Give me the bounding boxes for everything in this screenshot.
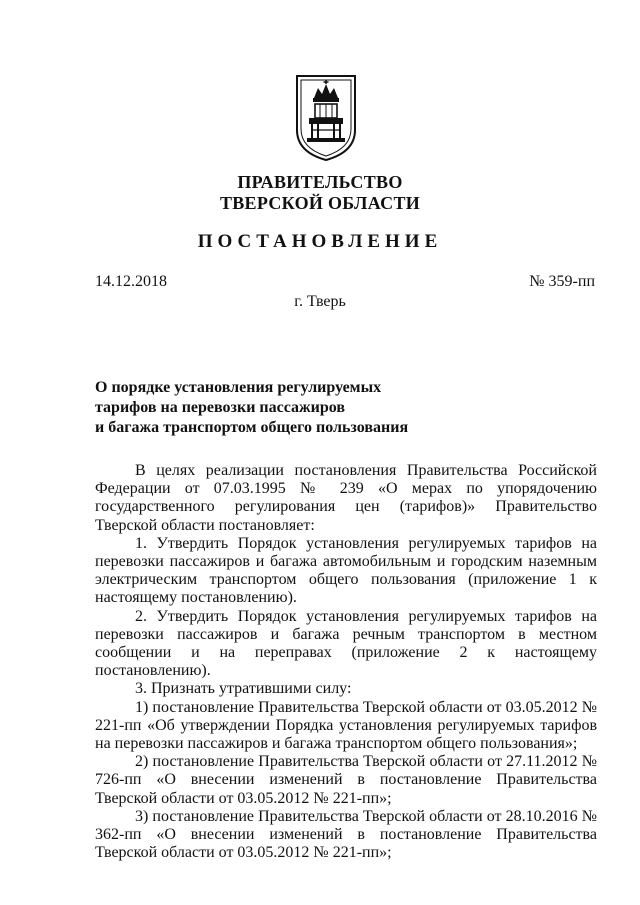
title-line: тарифов на перевозки пассажиров — [95, 399, 345, 416]
body-paragraph: 2. Утвердить Порядок установления регулируемых тарифов на перевозки пассажиров и багажа речным транспортом в местном сообщении и на переправах (приложение 2 к настоящему постановлению). — [95, 607, 597, 680]
body-paragraph: 1) постановление Правительства Тверской области от 03.05.2012 № 221-пп «Об утверждении Порядка установления регулируемых тарифов на перевозки пассажиров и багажа транспортом общего пользования»; — [95, 698, 597, 753]
document-type-heading: ПОСТАНОВЛЕНИЕ — [197, 231, 443, 252]
document-title — [95, 378, 435, 438]
body-paragraph: 1. Утвердить Порядок установления регулируемых тарифов на перевозки пассажиров и багажа автомобильным и городским наземным электрическим транспортом общего пользования (приложение 1 к настоящему постановлению). — [95, 534, 597, 607]
title-line: О порядке установления регулируемых — [95, 379, 382, 396]
title-line: и багажа транспортом общего пользования — [95, 419, 409, 436]
body-paragraph: 3) постановление Правительства Тверской области от 28.10.2016 № 362-пп «О внесении изменений в постановление Правительства Тверской области от 03.05.2012 № 221-пп»; — [95, 807, 597, 862]
government-name-line-1: ПРАВИТЕЛЬСТВО — [237, 172, 403, 192]
document-number: № 359-пп — [529, 273, 595, 290]
body-paragraph: 3. Признать утратившими силу: — [135, 680, 352, 698]
document-date: 14.12.2018 — [95, 273, 167, 290]
tver-coat-of-arms-emblem — [294, 72, 358, 162]
body-paragraph: В целях реализации постановления Правительства Российской Федерации от 07.03.1995 № 239 «О мерах по упорядочению государственного регулирования цен (тарифов)» Правительство Тверской области постановляет: — [95, 462, 597, 534]
government-name-line-2: ТВЕРСКОЙ ОБЛАСТИ — [219, 193, 421, 213]
document-body — [95, 462, 597, 862]
document-city: г. Тверь — [294, 293, 346, 310]
body-paragraph: 2) постановление Правительства Тверской области от 27.11.2012 № 726-пп «О внесении изменений в постановление Правительства Тверской области от 03.05.2012 № 221-пп»; — [95, 753, 597, 807]
